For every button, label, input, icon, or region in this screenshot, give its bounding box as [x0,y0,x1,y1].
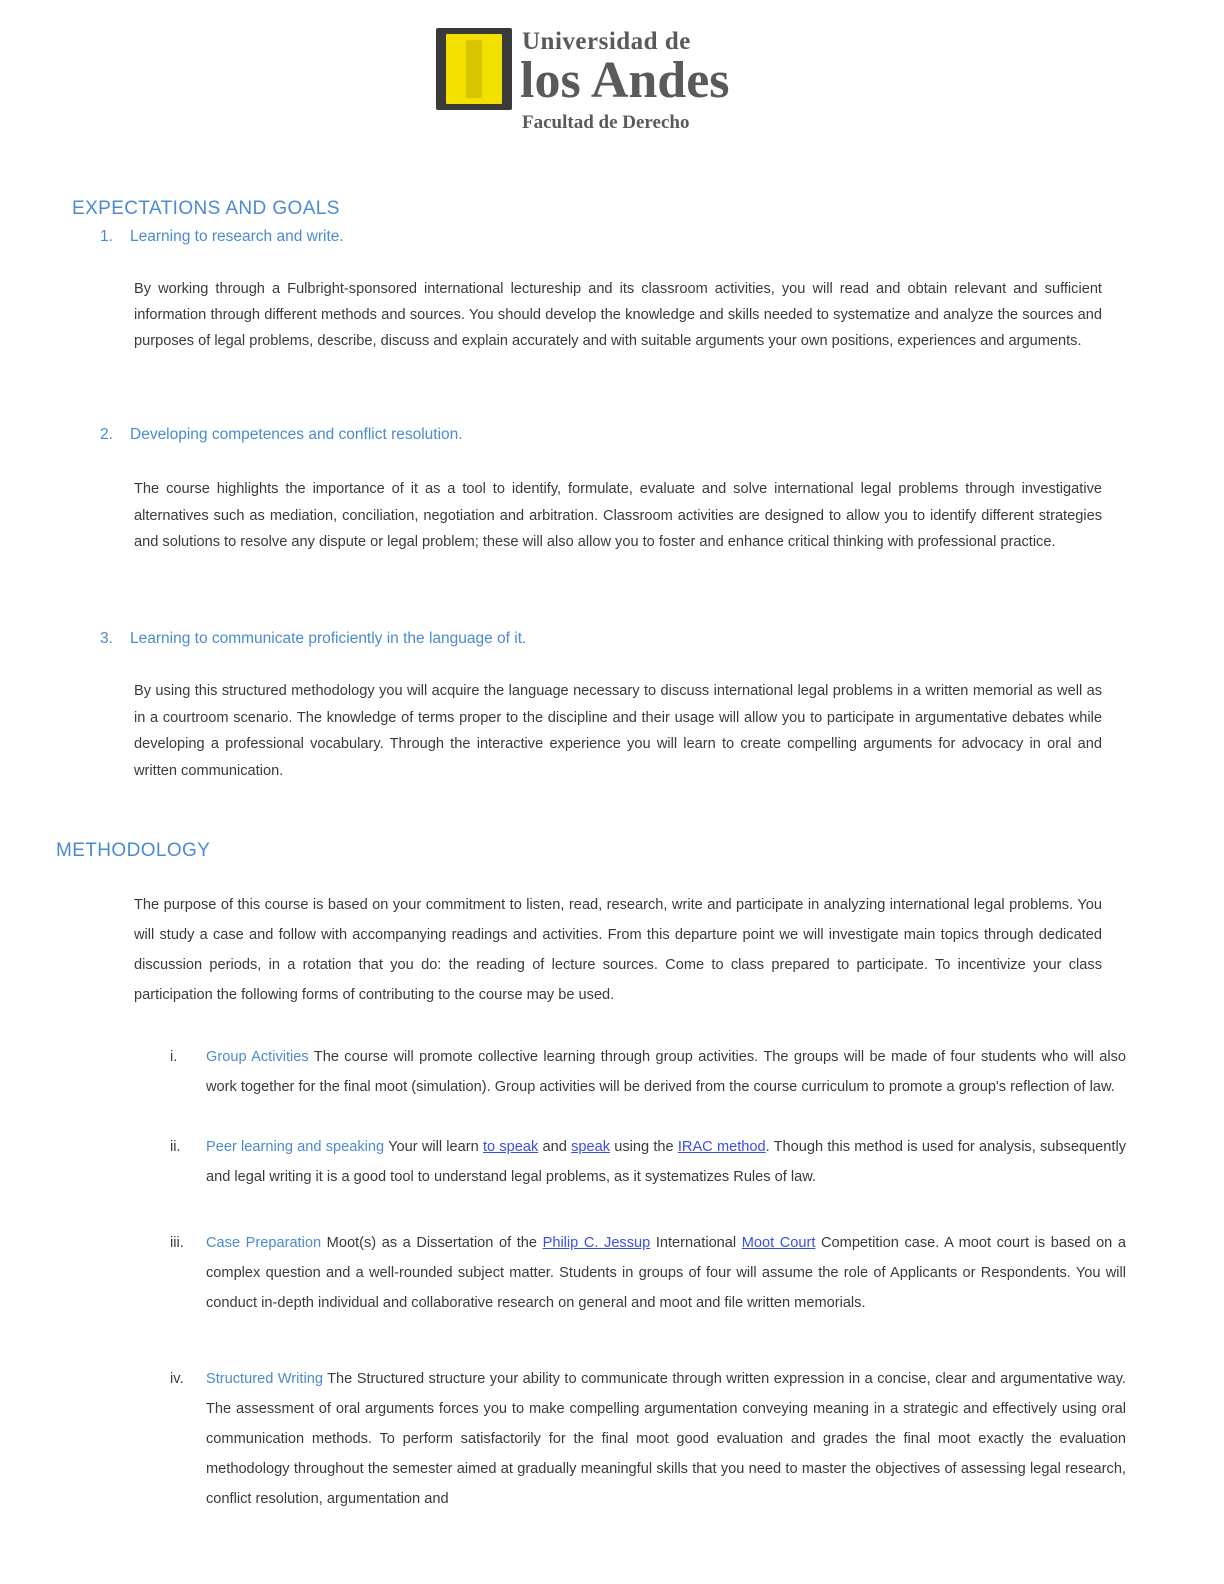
university-logo [436,24,740,136]
methodology-item-3 [170,1228,1126,1318]
outcome-title-2 [100,426,463,444]
outcome-bullet: 3. [100,630,113,647]
item-text: International [650,1235,742,1251]
inline-link[interactable]: speak [571,1139,611,1155]
outcome-title-text: Developing competences and conflict resolution. [130,426,463,443]
item-lead: Peer learning and speaking [206,1139,385,1155]
item-number: i. [170,1049,178,1065]
methodology-intro: The purpose of this course is based on your commitment to listen, read, research, write and participate in analyzing international legal problems. You will study a case and follow with accompanying readings and activities. From this departure point we will investigate main topics through dedicated discussion periods, in a rotation that you do: the reading of lecture sources. Come to class prepared to participate. To incentivize your class participation the following forms of contributing to the course may be used. [134,897,1102,1003]
outcome-paragraph-3: By using this structured methodology you will acquire the language necessary to discuss international legal problems in a written memorial as well as in a courtroom scenario. The knowledge of terms proper to the discipline and their usage will allow you to participate in argumentative debates while developing a professional vocabulary. Through the interactive experience you will learn to create compelling arguments for advocacy in oral and written communication. [134,683,1102,779]
inline-link[interactable]: Philip C. Jessup [542,1235,651,1251]
outcome-title-1 [100,228,344,246]
outcome-paragraph-1: By working through a Fulbright-sponsored international lectureship and its classroom activities, you will read and obtain relevant and sufficient information through different methods and sources. You should develop the knowledge and skills needed to systematize and analyze the sources and purposes of legal problems, describe, discuss and explain accurately and with suitable arguments your own positions, experiences and arguments. [134,281,1102,349]
methodology-item-1 [170,1042,1126,1102]
item-text: Your will learn [384,1139,483,1155]
section-heading-methodology: METHODOLOGY [56,840,211,861]
item-text: The Structured structure your ability to communicate through written expression in a concise, clear and argumentative way. The assessment of oral arguments forces you to make compelling argumentation conveying meaning in a strategic and effectively using oral communication methods. To perform satisfactorily for the final moot good evaluation and grades the final moot exactly the evaluation methodology throughout the semester aimed at gradually meaningful skills that you need to master the objectives of assessing legal research, conflict resolution, argumentation and [206,1371,1126,1507]
outcome-bullet: 1. [100,228,113,245]
item-number: iv. [170,1371,184,1387]
methodology-item-4 [170,1364,1126,1514]
item-text: Competition case. A moot court is based on a complex question and a well-rounded subject matter. Students in groups of four will assume the role of Applicants or Respondents. You will conduct in-depth individual and collaborative research on general and moot and file written memorials. [206,1235,1126,1311]
logo-line-3: Facultad de Derecho [522,112,690,133]
item-text: Moot(s) as a Dissertation of the [321,1235,543,1251]
item-text: and [538,1139,572,1155]
item-text: . Though this method is used for analysis, subsequently and legal writing it is a good tool to understand legal problems, as it systematizes Rules of law. [206,1139,1126,1185]
item-lead: Case Preparation [206,1235,322,1251]
outcome-title-text: Learning to research and write. [130,228,344,245]
inline-link[interactable]: Moot Court [741,1235,816,1251]
outcome-title-text: Learning to communicate proficiently in the language of it. [130,630,527,647]
methodology-item-2 [170,1132,1126,1192]
logo-emblem-icon [436,28,512,110]
outcome-title-3 [100,630,526,648]
outcome-paragraph-2: The course highlights the importance of it as a tool to identify, formulate, evaluate and solve international legal problems through investigative alternatives such as mediation, conciliation, negotiation and arbitration. Classroom activities are designed to allow you to identify different strategies and solutions to resolve any dispute or legal problem; these will also allow you to foster and enhance critical thinking with professional practice. [134,481,1102,550]
item-number: ii. [170,1139,181,1155]
item-text: using the [610,1139,678,1155]
item-lead: Group Activities [206,1049,309,1065]
item-lead: Structured Writing [206,1371,323,1387]
item-text: The course will promote collective learning through group activities. The groups will be made of four students who will also work together for the final moot (simulation). Group activities will be derived from the course curriculum to promote a group's reflection of law. [206,1049,1127,1095]
outcome-bullet: 2. [100,426,113,443]
section-heading-outcomes: EXPECTATIONS AND GOALS [72,198,340,219]
logo-line-1: Universidad de [522,28,691,55]
inline-link[interactable]: IRAC method [677,1139,766,1155]
item-number: iii. [170,1235,184,1251]
logo-line-2: los Andes [520,52,730,109]
inline-link[interactable]: to speak [482,1139,539,1155]
